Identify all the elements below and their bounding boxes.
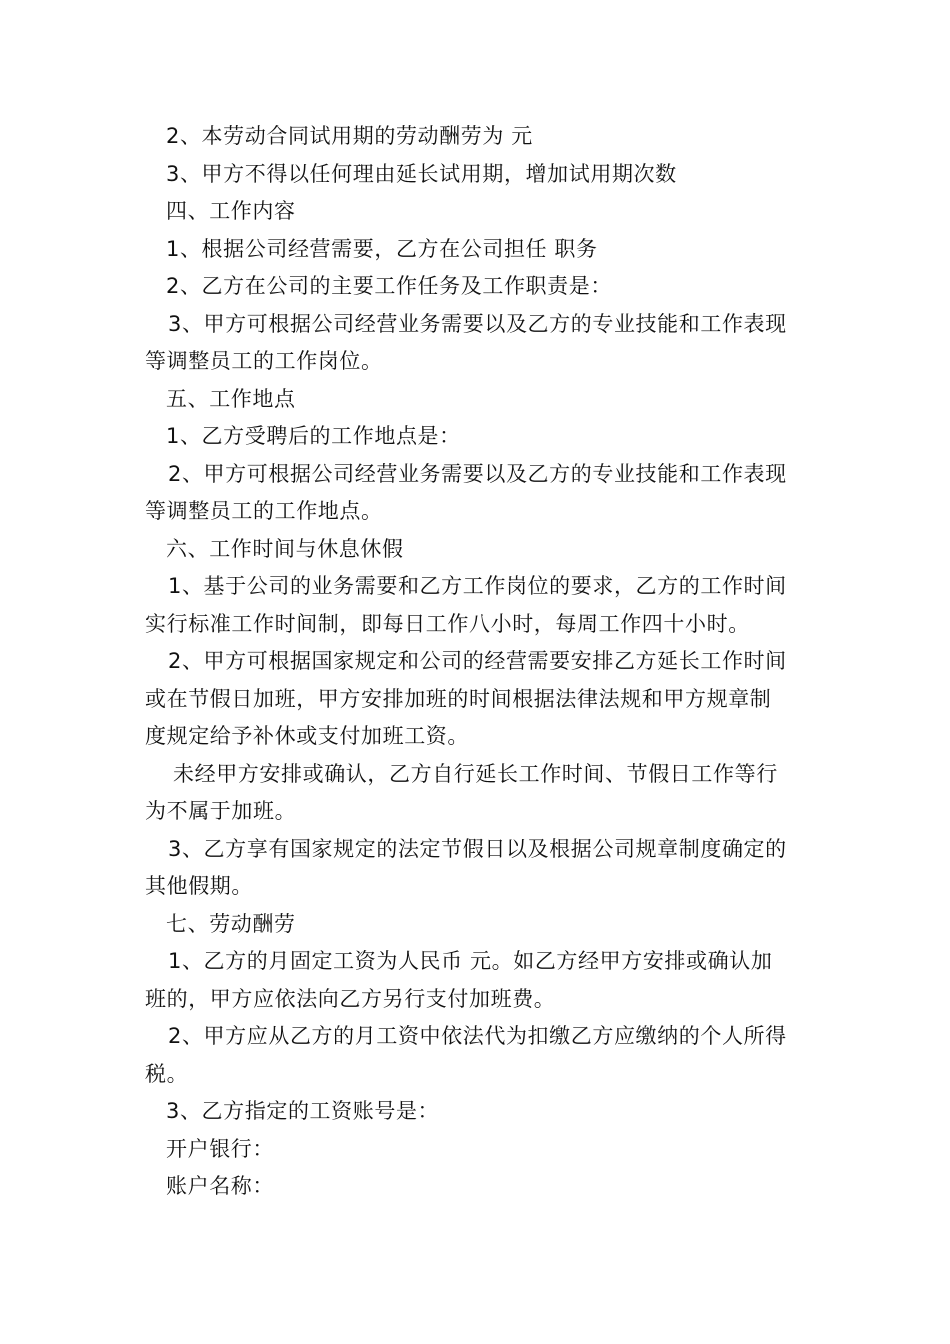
field-label: 开户银行： [166, 1136, 274, 1161]
paragraph-line: 1、乙方受聘后的工作地点是： [166, 424, 461, 448]
paragraph-line: 3、甲方可根据公司经营业务需要以及乙方的专业技能和工作表现 [168, 311, 787, 336]
paragraph-line: 2、甲方可根据国家规定和公司的经营需要安排乙方延长工作时间 [168, 649, 787, 673]
field-label: 账户名称： [166, 1174, 274, 1198]
paragraph-line: 1、根据公司经营需要，乙方在公司担任 职务 [166, 236, 598, 261]
paragraph-line: 未经甲方安排或确认，乙方自行延长工作时间、节假日工作等行 [173, 761, 778, 786]
paragraph-line: 3、乙方享有国家规定的法定节假日以及根据公司规章制度确定的 [168, 836, 787, 861]
paragraph-line: 等调整员工的工作岗位。 [145, 349, 383, 373]
section-heading: 七、劳动酬劳 [166, 911, 296, 936]
paragraph-line: 为不属于加班。 [145, 799, 297, 823]
document-body [145, 118, 810, 1206]
paragraph-line: 税。 [145, 1061, 189, 1086]
paragraph-line: 其他假期。 [145, 874, 253, 898]
paragraph-line: 3、甲方不得以任何理由延长试用期，增加试用期次数 [166, 161, 677, 186]
paragraph-line: 2、本劳动合同试用期的劳动酬劳为 元 [166, 124, 533, 148]
section-heading: 四、工作内容 [166, 199, 296, 223]
paragraph-line: 或在节假日加班，甲方安排加班的时间根据法律法规和甲方规章制 [145, 686, 772, 711]
paragraph-line: 2、甲方应从乙方的月工资中依法代为扣缴乙方应缴纳的个人所得 [168, 1024, 787, 1048]
section-heading: 六、工作时间与休息休假 [166, 536, 404, 561]
paragraph-line: 2、甲方可根据公司经营业务需要以及乙方的专业技能和工作表现 [168, 461, 787, 486]
paragraph-line: 度规定给予补休或支付加班工资。 [145, 724, 469, 748]
paragraph-line: 3、乙方指定的工资账号是： [166, 1099, 440, 1123]
paragraph-line: 2、乙方在公司的主要工作任务及工作职责是： [166, 274, 612, 298]
paragraph-line: 1、乙方的月固定工资为人民币 元。如乙方经甲方安排或确认加 [168, 949, 773, 973]
section-heading: 五、工作地点 [166, 386, 296, 411]
paragraph-line: 实行标准工作时间制，即每日工作八小时，每周工作四十小时。 [145, 611, 750, 636]
paragraph-line: 班的，甲方应依法向乙方另行支付加班费。 [145, 986, 556, 1011]
paragraph-line: 等调整员工的工作地点。 [145, 499, 383, 523]
paragraph-line: 1、基于公司的业务需要和乙方工作岗位的要求，乙方的工作时间 [168, 574, 787, 598]
